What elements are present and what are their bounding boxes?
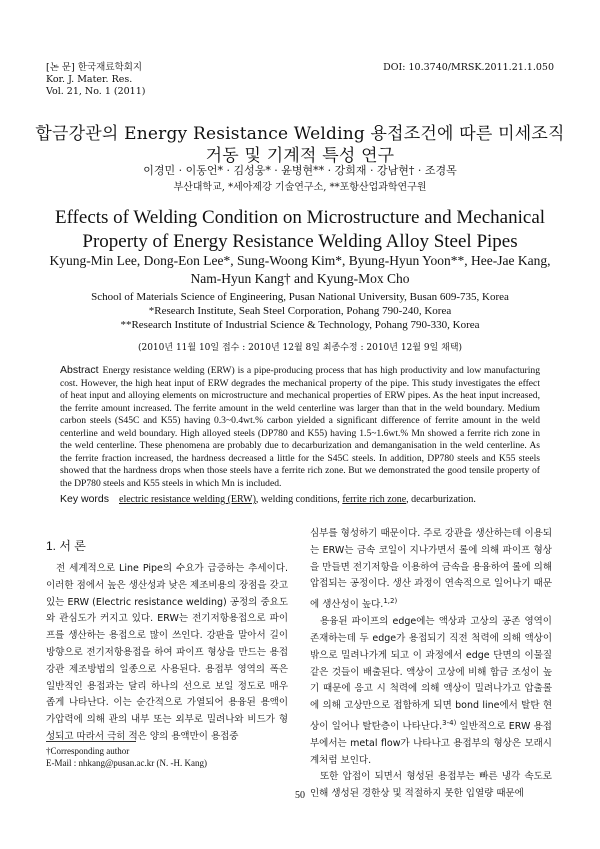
doi: DOI: 10.3740/MRSK.2011.21.1.050 <box>383 62 554 73</box>
title-korean <box>0 123 600 167</box>
paragraph-text: 용융된 파이프의 edge에는 액상과 고상의 공존 영역이 존재하는데 두 edge가 용접되기 직전 척력에 의해 액상이 밖으로 밀려나가게 되고 이 과정에서 edge 단면의 이물질 같은 것들이 배출된다. 액상이 고상에 비해 합금 조성이 높기 때문에 응고 시 척력에 의해 액상이 밀려나가고 압출롤에 의해 고상만으로 접합하게 되면 bond line에서 탈탄 현상이 일어나 탈탄층이 나타난다. <box>310 616 552 733</box>
keyword-separator: , welding conditions, <box>255 494 343 505</box>
authors-english-line2: Nam-Hyun Kang† and Kyung-Mox Cho <box>190 271 410 286</box>
paragraph: 전 세계적으로 Line Pipe의 수요가 급증하는 추세이다. 이러한 점에서 높은 생산성과 낮은 제조비용의 장점을 갖고 있는 ERW (Electric resistance welding) 공정의 중요도와 관심도가 커지고 있다. ERW는 전기저항용접으로 파이프를 생산하는 용접으로 많이 쓰인다. 강판을 말아서 길이 방향으로 전기저항용접을 하여 파이프 형상을 만드는 용접강관 제조방법의 일종으로 사용된다. 용접부 영역의 폭은 일반적인 용접과는 달리 하나의 선으로 보일 정도로 매우 좁게 나타난다. 이는 순간적으로 가열되어 용융된 용액이 가압력에 의해 관의 내부 또는 외부로 밀려나와 비드가 형성되고 따라서 극히 적은 양의 용액만이 용접중 <box>46 563 288 742</box>
footnote-corresponding: †Corresponding author <box>46 746 130 756</box>
keywords <box>60 493 540 506</box>
keyword-ferrite-rich-zone: ferrite rich zone <box>342 494 407 505</box>
title-english-line2: Property of Energy Resistance Welding Alloy Steel Pipes <box>82 231 518 252</box>
journal-name-english: Kor. J. Mater. Res. <box>46 74 133 85</box>
right-column <box>310 526 552 803</box>
affiliations-english <box>0 290 600 332</box>
reference-marker: 1,2) <box>383 597 398 606</box>
title-english-line1: Effects of Welding Condition on Microstructure and Mechanical <box>54 207 546 228</box>
journal-name-korean: [논 문] 한국재료학회지 <box>46 62 143 73</box>
page-number: 50 <box>295 790 305 801</box>
journal-header <box>46 62 145 98</box>
paragraph <box>310 526 552 614</box>
authors-english-line1: Kyung-Min Lee, Dong-Eon Lee*, Sung-Woong Kim*, Byung-Hyun Yoon**, Hee-Jae Kang, <box>49 253 551 268</box>
affiliations-korean: 부산대학교, *세아제강 기술연구소, **포항산업과학연구원 <box>173 182 427 193</box>
footnote-divider <box>46 741 136 742</box>
left-column <box>46 561 288 746</box>
keyword-separator: , decarburization. <box>406 494 476 505</box>
title-english <box>0 206 600 254</box>
keyword-erw: electric resistance welding (ERW) <box>119 494 256 505</box>
affiliation-2: *Research Institute, Seah Steel Corporation, Pohang 790-240, Korea <box>148 305 452 317</box>
journal-volume: Vol. 21, No. 1 (2011) <box>46 86 146 97</box>
paragraph: 또한 압접이 되면서 형성된 용접부는 빠른 냉각 속도로 인해 생성된 경한상 및 적절하지 못한 입열량 때문에 <box>310 771 552 800</box>
affiliation-3: **Research Institute of Industrial Science & Technology, Pohang 790-330, Korea <box>120 319 480 331</box>
reference-marker: 3-4) <box>442 718 457 727</box>
keywords-label: Key words <box>60 493 110 505</box>
abstract-text: Energy resistance welding (ERW) is a pipe-producing process that has high productivity and low manufacturing cost. However, the high heat input of ERW degrades the mechanical property of the pipe. This study investigates the effect of heat input and alloying elements on microstructure and mechanical properties of ERW pipes. As the heat input increased, the ferrite amount increased. The ferrite amount in the weld centerline was larger than that in the weld boundary. Medium carbon steels (S45C and K55) having 0.3~0.4wt.% carbon yielded a significant difference of ferrite amount in the weld centerline and weld boundary. High alloyed steels (DP780 and K55) having 1.5~1.6wt.% Mn showed a ferrite rich zone in the weld centerline. These phenomena are probably due to decarburization and demanganisation in the weld centerline. As the ferrite fraction increased, the hardness decreased a little for the S45C steels. In addition, DP780 steels and K55 steels showed that the hardness drops when those steels have a ferrite rich zone. But we demonstrated the good tensile property of the DP780 steels and K55 steels in which Mn is included. <box>60 365 540 489</box>
footnote-email: E-Mail : nhkang@pusan.ac.kr (N. -H. Kang) <box>46 758 207 768</box>
authors-english <box>0 252 600 288</box>
title-korean-line1: 합금강관의 Energy Resistance Welding 용접조건에 따른 미세조직 <box>35 124 565 144</box>
abstract <box>60 364 540 490</box>
section-title-introduction: 1. 서 론 <box>46 539 86 553</box>
abstract-label: Abstract <box>60 364 99 376</box>
title-korean-line2: 거동 및 기계적 특성 연구 <box>205 146 395 166</box>
paragraph-text: 심부를 형성하기 때문이다. 주로 강관을 생산하는데 이용되는 ERW는 금속 코일이 지나가면서 롤에 의해 파이프 형상을 만들면 전기저항을 이용하여 금속을 용융하여 롤에 의해 압접되는 공정이다. 생산 과정이 연속적으로 일어나기 때문에 생산성이 높다. <box>310 528 552 611</box>
footnote <box>46 745 207 769</box>
paragraph <box>310 614 552 769</box>
affiliation-1: School of Materials Science of Engineering, Pusan National University, Busan 609-735, Korea <box>91 291 509 303</box>
received-dates: (2010년 11월 10일 접수 : 2010년 12월 8일 최종수정 : 2010년 12월 9일 채택) <box>137 343 463 353</box>
paragraph-text: 일반적으로 ERW 용접부에서는 metal flow가 나타나고 용접부의 형상은 모래시계처럼 보인다. <box>310 721 552 766</box>
authors-korean: 이경민 · 이동언* · 김성웅* · 윤병현** · 강희재 · 강남현† · 조경목 <box>143 164 457 177</box>
